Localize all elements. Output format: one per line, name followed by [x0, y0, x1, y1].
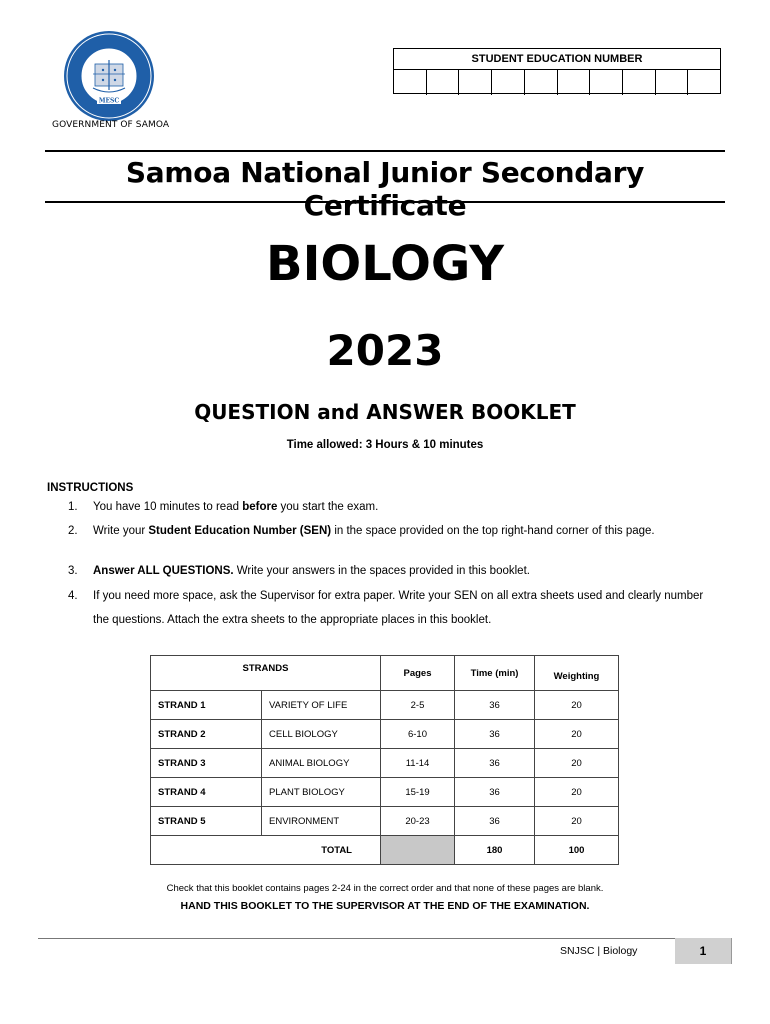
instruction-number: 2.: [68, 525, 78, 537]
header-strands: STRANDS: [151, 656, 381, 691]
strand-time: 36: [455, 807, 535, 836]
sen-digit-cell[interactable]: [394, 70, 427, 95]
strand-name: ENVIRONMENT: [262, 807, 381, 836]
strand-weighting: 20: [535, 778, 619, 807]
table-row: [151, 691, 619, 720]
strand-time: 36: [455, 749, 535, 778]
mesc-seal-logo: [63, 30, 155, 122]
header-pages: Pages: [381, 656, 455, 691]
total-row: [151, 836, 619, 865]
subject-title: BIOLOGY: [265, 236, 505, 292]
instruction-number: 1.: [68, 501, 78, 513]
header-weighting: Weighting: [535, 656, 619, 691]
instruction-number: 4.: [68, 590, 78, 602]
sen-digit-cell[interactable]: [427, 70, 460, 95]
title-bottom-rule: [45, 201, 725, 203]
header-time: Time (min): [455, 656, 535, 691]
strand-pages: 11-14: [381, 749, 455, 778]
title-top-rule: [45, 150, 725, 152]
sen-digit-cell[interactable]: [492, 70, 525, 95]
strand-weighting: 20: [535, 720, 619, 749]
strand-name: VARIETY OF LIFE: [262, 691, 381, 720]
booklet-title: QUESTION and ANSWER BOOKLET: [194, 400, 576, 424]
strand-pages: 20-23: [381, 807, 455, 836]
instruction-number: 3.: [68, 565, 78, 577]
hand-in-note: HAND THIS BOOKLET TO THE SUPERVISOR AT THE END OF THE EXAMINATION.: [180, 900, 590, 912]
strand-id: STRAND 2: [151, 720, 262, 749]
instruction-item: 3. Answer ALL QUESTIONS. Write your answers in the spaces provided in this booklet.: [68, 563, 708, 580]
footer-rule: [38, 938, 732, 939]
strand-id: STRAND 4: [151, 778, 262, 807]
instruction-item: 1. You have 10 minutes to read before you start the exam.: [68, 499, 708, 516]
sen-label: STUDENT EDUCATION NUMBER: [394, 49, 720, 70]
strand-weighting: 20: [535, 691, 619, 720]
total-pages-shaded: [381, 836, 455, 865]
sen-box: [393, 48, 721, 94]
table-row: [151, 749, 619, 778]
page-check-note: Check that this booklet contains pages 2-24 in the correct order and that none of these pages are blank.: [166, 883, 604, 894]
strand-weighting: 20: [535, 807, 619, 836]
strand-pages: 6-10: [381, 720, 455, 749]
instructions-heading: INSTRUCTIONS: [47, 482, 134, 494]
table-row: [151, 778, 619, 807]
sen-digit-cell[interactable]: [590, 70, 623, 95]
sen-digit-cell[interactable]: [558, 70, 591, 95]
certificate-title: Samoa National Junior Secondary Certificate: [125, 156, 645, 222]
strand-pages: 15-19: [381, 778, 455, 807]
strand-weighting: 20: [535, 749, 619, 778]
total-weighting: 100: [535, 836, 619, 865]
strand-time: 36: [455, 778, 535, 807]
instruction-item: 2. Write your Student Education Number (SEN) in the space provided on the top right-hand corner of this page.: [68, 523, 708, 540]
sen-digit-cell[interactable]: [688, 70, 720, 95]
strand-name: CELL BIOLOGY: [262, 720, 381, 749]
sen-digit-cell[interactable]: [656, 70, 689, 95]
strand-id: STRAND 5: [151, 807, 262, 836]
strand-id: STRAND 3: [151, 749, 262, 778]
total-label: TOTAL: [151, 836, 381, 865]
total-time: 180: [455, 836, 535, 865]
sen-cells: [394, 70, 720, 95]
exam-year: 2023: [326, 326, 444, 375]
strand-time: 36: [455, 691, 535, 720]
strand-name: PLANT BIOLOGY: [262, 778, 381, 807]
time-allowed: Time allowed: 3 Hours & 10 minutes: [286, 439, 484, 451]
seal-abbrev: MESC: [98, 97, 120, 105]
strands-table: [150, 655, 619, 865]
sen-digit-cell[interactable]: [525, 70, 558, 95]
table-row: [151, 720, 619, 749]
sen-digit-cell[interactable]: [623, 70, 656, 95]
strand-id: STRAND 1: [151, 691, 262, 720]
table-row: [151, 807, 619, 836]
running-head: SNJSC | Biology: [560, 945, 638, 957]
strand-name: ANIMAL BIOLOGY: [262, 749, 381, 778]
instruction-item: 4. If you need more space, ask the Supervisor for extra paper. Write your SEN on all extra sheets used and clearly number the questions. Attach the extra sheets to the appropriate places in this booklet.: [68, 584, 708, 632]
strand-time: 36: [455, 720, 535, 749]
sen-digit-cell[interactable]: [459, 70, 492, 95]
strand-pages: 2-5: [381, 691, 455, 720]
page-number: 1: [675, 938, 732, 964]
government-label: GOVERNMENT OF SAMOA: [52, 120, 170, 130]
